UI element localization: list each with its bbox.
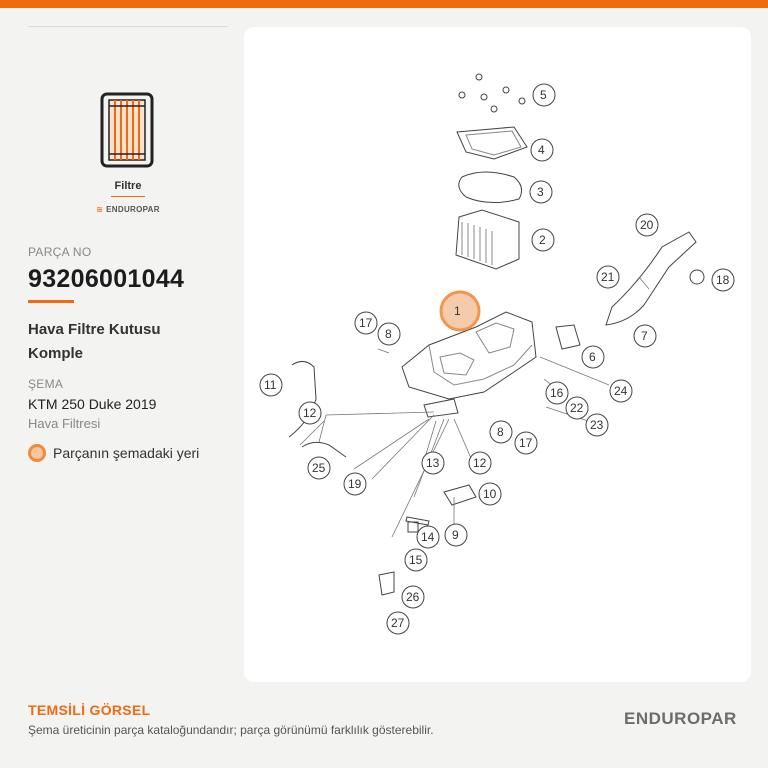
intake-tube-drawing (606, 232, 696, 325)
thumbnail-caption: Filtre (114, 180, 142, 192)
bracket-small-drawing (379, 572, 394, 595)
svg-text:4: 4 (538, 143, 545, 157)
svg-text:1: 1 (454, 304, 461, 318)
svg-text:23: 23 (590, 418, 604, 432)
svg-text:11: 11 (264, 378, 277, 392)
svg-text:20: 20 (640, 218, 654, 232)
svg-text:3: 3 (537, 185, 544, 199)
brand-name-small: ENDUROPAR (106, 205, 160, 214)
svg-text:9: 9 (452, 528, 459, 542)
callout-7[interactable] (634, 325, 656, 347)
footer-brand-logo: ENDUROPAR (624, 709, 737, 728)
callout-21[interactable] (597, 266, 619, 288)
callout-13[interactable] (422, 452, 444, 474)
svg-text:21: 21 (601, 270, 615, 284)
svg-text:16: 16 (550, 386, 564, 400)
callout-10[interactable] (479, 483, 501, 505)
svg-text:26: 26 (406, 590, 420, 604)
svg-text:24: 24 (614, 384, 628, 398)
callout-24[interactable] (610, 380, 632, 402)
svg-text:15: 15 (409, 553, 423, 567)
callout-16[interactable] (546, 382, 568, 404)
callout-25[interactable] (308, 457, 330, 479)
callout-14[interactable] (417, 526, 439, 548)
air-filter-icon (100, 92, 154, 168)
svg-text:8: 8 (385, 327, 392, 341)
callout-20[interactable] (636, 214, 658, 236)
clip-drawing (408, 522, 418, 532)
thumbnail-caption-underline (111, 196, 145, 197)
footer-title: TEMSİLİ GÖRSEL (28, 702, 151, 718)
svg-text:25: 25 (312, 461, 326, 475)
svg-text:14: 14 (421, 530, 435, 544)
callout-19[interactable] (344, 473, 366, 495)
callout-17-mid[interactable] (515, 432, 537, 454)
svg-text:12: 12 (303, 406, 317, 420)
legend (28, 444, 199, 462)
callout-9[interactable] (445, 524, 467, 546)
sidebar-divider (28, 26, 228, 27)
callout-12-left[interactable] (299, 402, 321, 424)
svg-text:6: 6 (589, 350, 596, 364)
callout-22[interactable] (566, 397, 588, 419)
location-dot-icon (28, 444, 46, 462)
svg-text:8: 8 (497, 425, 504, 439)
callout-17-top[interactable] (355, 312, 377, 334)
part-name: Hava Filtre Kutusu Komple (28, 321, 161, 362)
svg-text:22: 22 (570, 401, 584, 415)
seal-drawing (459, 172, 522, 203)
part-number-underline (28, 300, 74, 303)
callout-8-top[interactable] (378, 323, 400, 345)
hose-upper-drawing (289, 361, 316, 437)
svg-text:12: 12 (473, 456, 487, 470)
callout-8-mid[interactable] (490, 421, 512, 443)
callout-6[interactable] (582, 346, 604, 368)
brand-logo-small (28, 205, 228, 214)
callout-1-highlighted[interactable] (441, 292, 479, 330)
footer-description: Şema üreticinin parça kataloğundandır; parça görünümü farklılık gösterebilir. (28, 723, 434, 737)
schema-model: KTM 250 Duke 2019 (28, 396, 157, 412)
callout-18[interactable] (712, 269, 734, 291)
svg-text:17: 17 (359, 316, 373, 330)
hose-lower-drawing (302, 442, 346, 457)
callout-27[interactable] (387, 612, 409, 634)
callout-11[interactable] (260, 374, 282, 396)
schema-category: Hava Filtresi (28, 416, 101, 431)
svg-text:17: 17 (519, 436, 533, 450)
legend-text: Parçanın şemadaki yeri (53, 445, 200, 461)
callouts (260, 84, 734, 634)
callout-2[interactable] (532, 229, 554, 251)
screws-drawing (459, 74, 525, 112)
part-number: 93206001044 (28, 265, 185, 293)
cap-drawing (690, 270, 704, 284)
svg-text:13: 13 (426, 456, 440, 470)
callout-15[interactable] (405, 549, 427, 571)
bracket-drawing (444, 485, 476, 505)
callout-4[interactable] (531, 139, 553, 161)
callout-26[interactable] (402, 586, 424, 608)
part-no-label: PARÇA NO (28, 245, 92, 259)
svg-text:5: 5 (540, 88, 547, 102)
filter-element-drawing (456, 210, 519, 269)
diagram-panel (244, 27, 751, 682)
schema-label: ŞEMA (28, 377, 64, 391)
svg-text:2: 2 (539, 233, 546, 247)
callout-3[interactable] (530, 181, 552, 203)
svg-text:27: 27 (391, 616, 405, 630)
svg-text:18: 18 (716, 273, 730, 287)
callout-12-right[interactable] (469, 452, 491, 474)
top-accent-bar (0, 0, 768, 8)
grommet-drawing (556, 325, 580, 349)
svg-text:19: 19 (348, 477, 362, 491)
svg-text:7: 7 (641, 329, 648, 343)
callout-5[interactable] (533, 84, 555, 106)
callout-23[interactable] (586, 414, 608, 436)
svg-text:10: 10 (483, 487, 497, 501)
brand-mark-icon: ≋ (96, 205, 104, 214)
parts-diagram (244, 27, 751, 682)
